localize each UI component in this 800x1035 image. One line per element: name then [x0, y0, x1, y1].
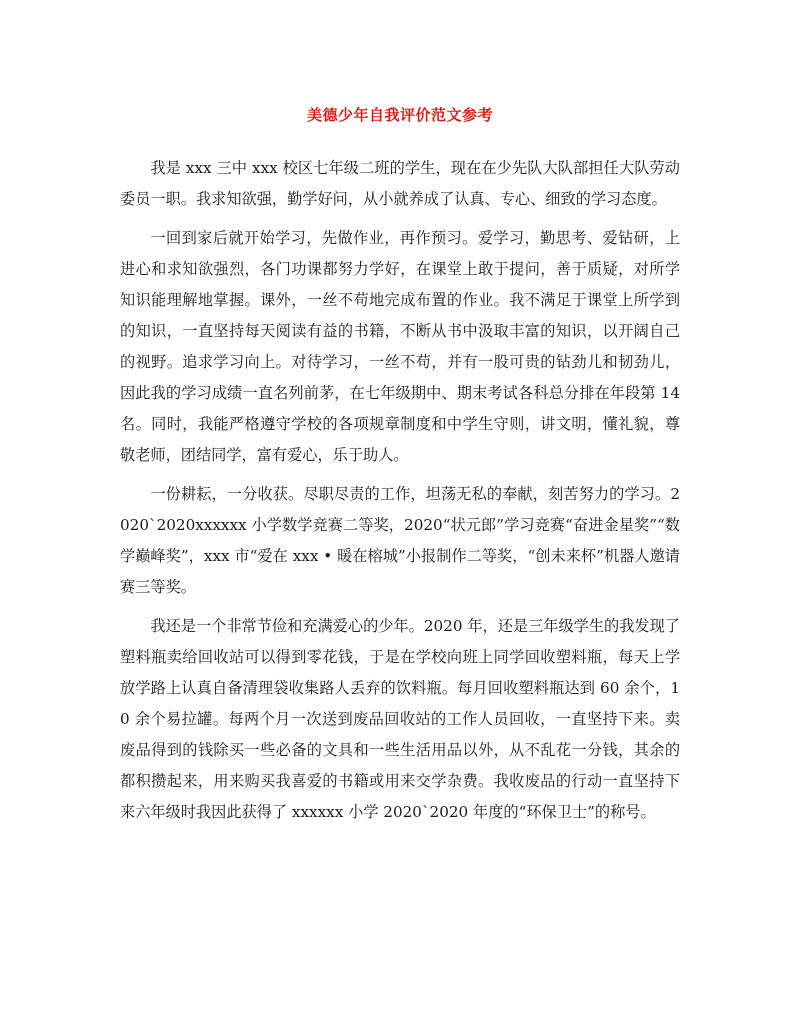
- paragraph-intro: 我是 xxx 三中 xxx 校区七年级二班的学生，现在在少先队大队部担任大队劳动委员一职。我求知欲强，勤学好问，从小就养成了认真、专心、细致的学习态度。: [120, 159, 680, 208]
- document-body: [120, 153, 680, 836]
- paragraph-study: 一回到家后就开始学习，先做作业，再作预习。爱学习，勤思考、爱钻研，上进心和求知欲强烈，各门功课都努力学好，在课堂上敢于提问，善于质疑，对所学知识能理解地掌握。课外，一丝不苟地完成布置的作业。我不满足于课堂上所学到的知识，一直坚持每天阅读有益的书籍，不断从书中汲取丰富的知识，以开阔自己的视野。追求学习向上。对待学习，一丝不苟，并有一股可贵的钻劲儿和韧劲儿，因此我的学习成绩一直名列前茅，在七年级期中、期末考试各科总分排在年段第 14 名。同时，我能严格遵守学校的各项规章制度和中学生守则，讲文明，懂礼貌，尊敬老师，团结同学，富有爱心，乐于助人。: [120, 229, 680, 464]
- paragraph-awards: 一份耕耘，一分收获。尽职尽责的工作，坦荡无私的奉献，刻苦努力的学习。2020`2020xxxxxx 小学数学竞赛二等奖，2020“状元郎”学习竞赛“奋进金星奖”“数学巅峰奖”，xxx 市“爱在 xxx • 暖在榕城”小报制作二等奖，“创未来杯”机器人邀请赛三等奖。: [120, 485, 680, 596]
- paragraph-frugality: 我还是一个非常节俭和充满爱心的少年。2020 年，还是三年级学生的我发现了塑料瓶卖给回收站可以得到零花钱，于是在学校向班上同学回收塑料瓶，每天上学放学路上认真自备清理袋收集路人丢弃的饮料瓶。每月回收塑料瓶达到 60 余个，10 余个易拉罐。每两个月一次送到废品回收站的工作人员回收，一直坚持下来。卖废品得到的钱除买一些必备的文具和一些生活用品以外，从不乱花一分钱，其余的都积攒起来，用来购买我喜爱的书籍或用来交学杂费。我收废品的行动一直坚持下来六年级时我因此获得了 xxxxxx 小学 2020`2020 年度的“环保卫士”的称号。: [120, 617, 680, 821]
- document-title: 美德少年自我评价范文参考: [306, 106, 493, 124]
